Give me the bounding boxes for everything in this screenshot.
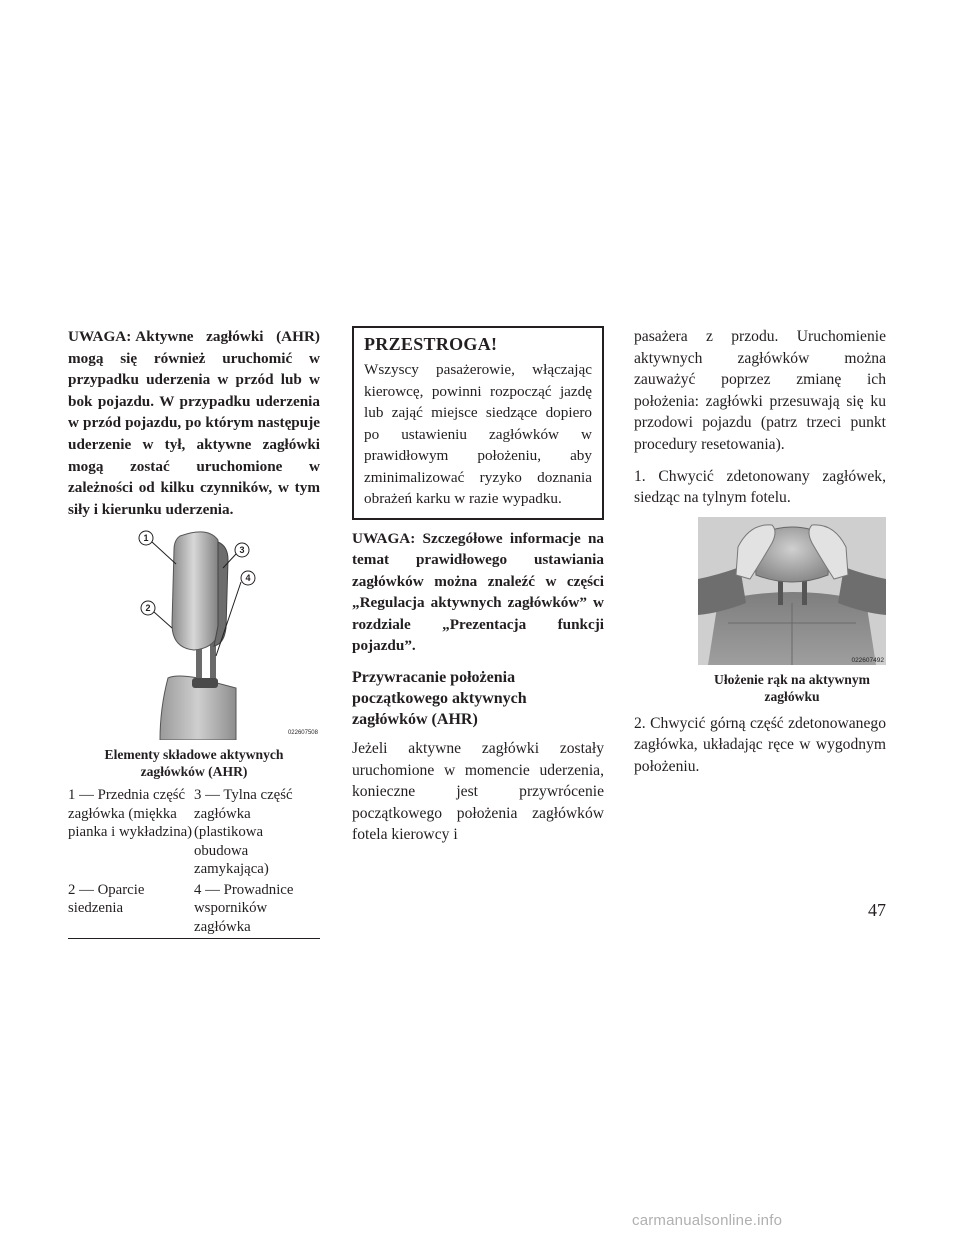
body-paragraph-continued: pasażera z przodu. Uruchomienie aktywnych zagłówków można zauważyć poprzez zmianę ich położenia: zagłówki przesuwają się ku przodowi pojazdu (patrz trzeci punkt procedury resetowania). — [634, 328, 886, 453]
warning-text: Wszyscy pasażerowie, włączając kierowcę, powinni rozpocząć jazdę lub zająć miejsce siedzące dopiero po ustawieniu zagłówków w prawidłowym położeniu, aby zminimalizować ryzyko doznania obrażeń karku w razie wypadku. — [364, 361, 592, 507]
callout-2: 2 — [145, 603, 151, 614]
caption-line-2: zagłówków (AHR) — [140, 764, 248, 780]
figure-code: 022607492 — [851, 656, 884, 664]
section-heading: Przywracanie położenia początkowego aktywnych zagłówków (AHR) — [352, 669, 527, 729]
warning-box — [352, 326, 604, 520]
note-text: Aktywne zagłówki (AHR) mogą się również uruchomić w przypadku uderzenia w przód lub w bok pojazdu. W przypadku uderzenia w przód pojazdu, po którym następuje uderzenie w tył, aktywne zagłówki mogą zostać uruchomione w zależności od kilku czynników, w tym siły i kierunku uderzenia. — [68, 328, 320, 518]
note-label: UWAGA: — [68, 328, 132, 345]
figure-ahr-components — [68, 528, 320, 740]
legend-item-4: 4 — Prowadnice wsporników zagłówka — [194, 881, 294, 935]
page-number: 47 — [868, 900, 886, 920]
callout-1: 1 — [143, 533, 149, 544]
column-left — [68, 326, 320, 939]
body-paragraph: Jeżeli aktywne zagłówki zostały uruchomione w momencie uderzenia, konieczne jest przywrócenie początkowego położenia zagłówków fotela kierowcy i — [352, 740, 604, 844]
note-adjustment-reference: UWAGA: Szczegółowe informacje na temat prawidłowego ustawiania zagłówków można znaleźć w części „Regulacja aktywnych zagłówków” w rozdziale „Prezentacja funkcji pojazdu”. — [352, 529, 604, 655]
figure-code: 022607508 — [287, 730, 318, 737]
table-row — [68, 786, 320, 881]
hands-on-headrest-illustration — [698, 517, 886, 665]
legend-item-3: 3 — Tylna część zagłówka (plastikowa obudowa zamykająca) — [194, 787, 293, 878]
figure-hand-placement — [698, 517, 886, 665]
note-ahr-activation — [68, 326, 320, 520]
table-row — [68, 881, 320, 939]
watermark: carmanualsonline.info — [632, 1212, 783, 1229]
step-2: 2. Chwycić górną część zdetonowanego zagłówka, układając ręce w wygodnym położeniu. — [634, 714, 886, 775]
step-1: 1. Chwycić zdetonowany zagłówek, siedząc na tylnym fotelu. — [634, 467, 886, 507]
callout-3: 3 — [239, 545, 245, 556]
headrest-components-illustration — [68, 528, 320, 740]
column-middle — [352, 326, 604, 846]
figure-caption: Ułożenie rąk na aktywnym zagłówku — [714, 671, 870, 704]
figure-caption — [68, 746, 320, 780]
legend-item-2: 2 — Oparcie siedzenia — [68, 881, 145, 917]
column-right — [634, 326, 886, 778]
callout-4: 4 — [245, 573, 251, 584]
caption-line-1: Elementy składowe aktywnych — [104, 747, 284, 763]
legend-item-1: 1 — Przednia część zagłówka (miękka pianka i wykładzina) — [68, 787, 193, 841]
components-legend-table — [68, 786, 320, 939]
warning-title: PRZESTROGA! — [364, 334, 498, 354]
